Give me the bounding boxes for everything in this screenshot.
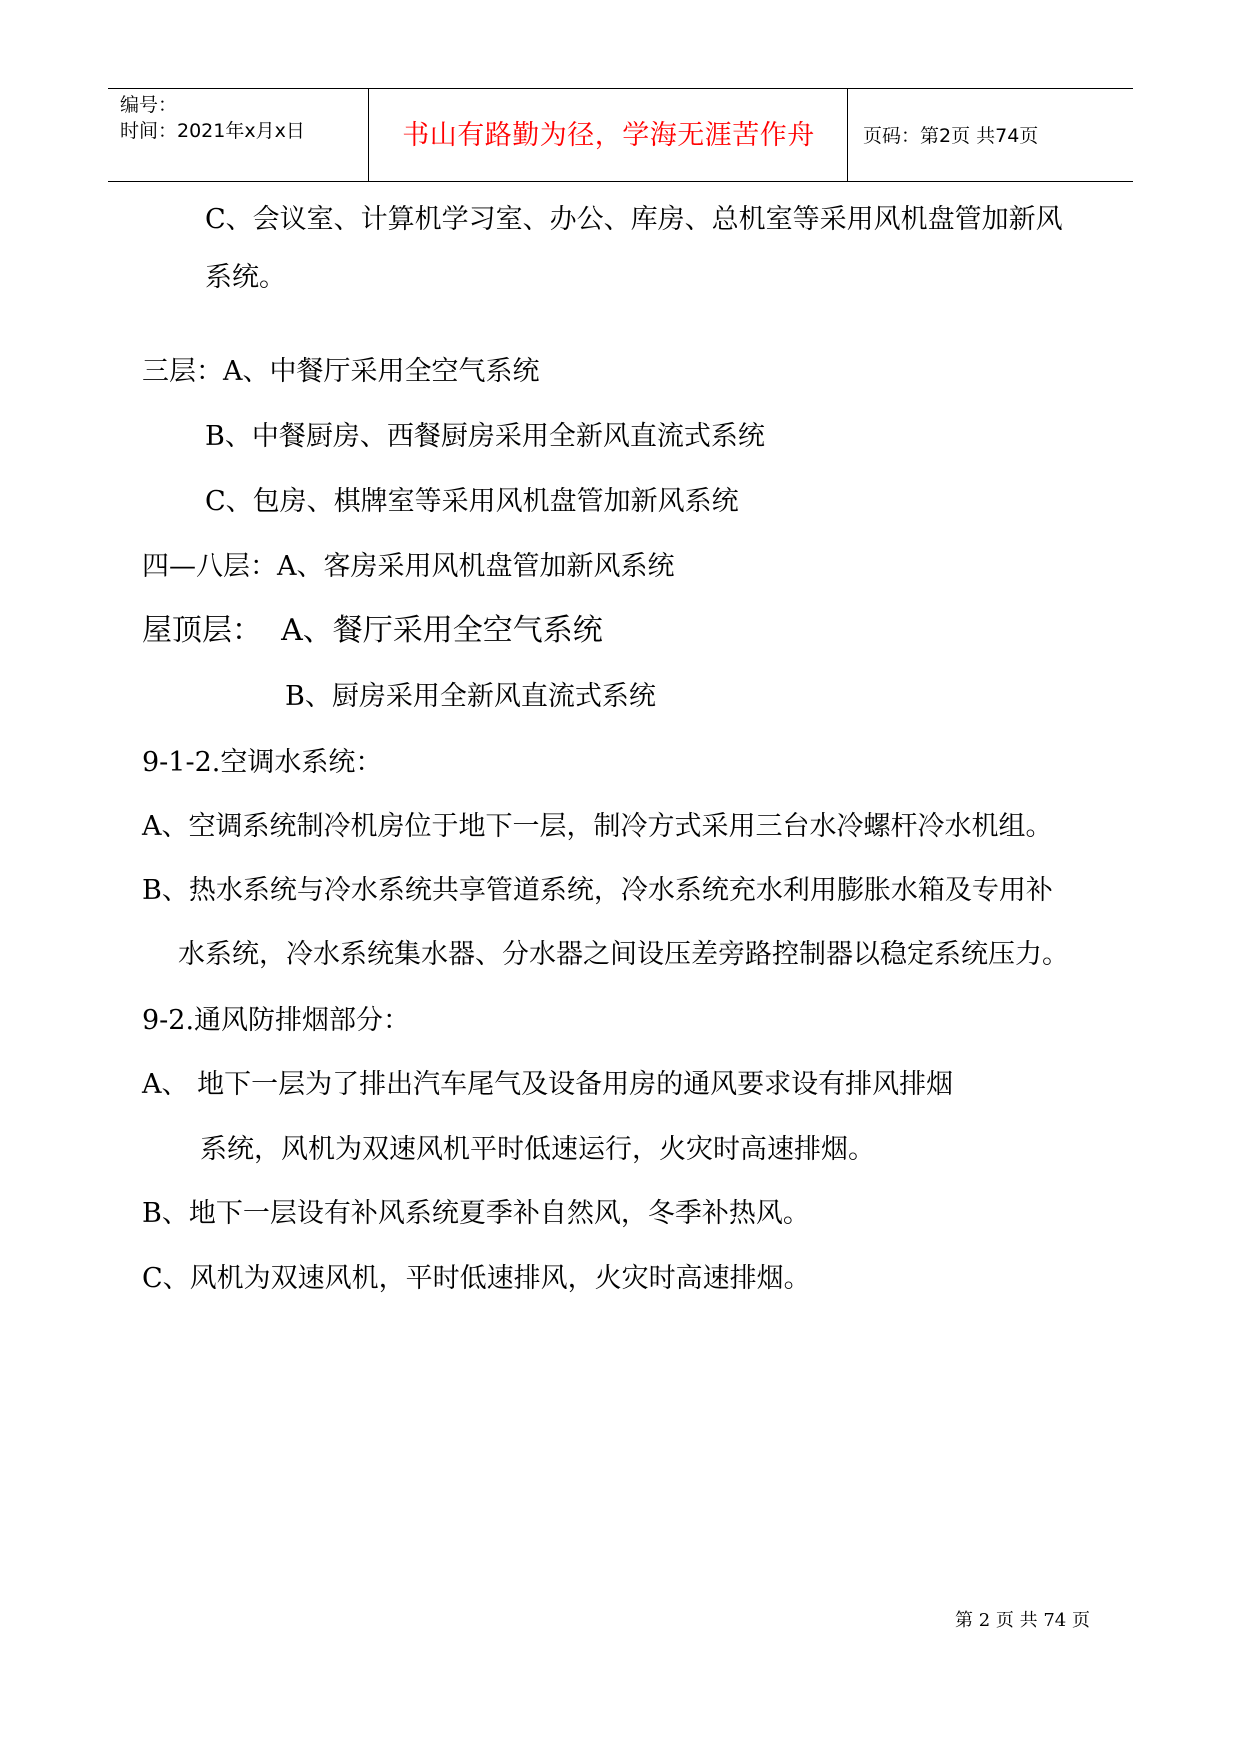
body-line-10: A、空调系统制冷机房位于地下一层，制冷方式采用三台水冷螺杆冷水机组。 [142,811,1053,842]
body-line-8: B、厨房采用全新风直流式系统 [285,681,656,712]
body-line-4: B、中餐厨房、西餐厨房采用全新风直流式系统 [205,421,765,452]
body-line-16: B、地下一层设有补风系统夏季补自然风，冬季补热风。 [142,1198,810,1229]
body-line-14: A、 地下一层为了排出汽车尾气及设备用房的通风要求设有排风排烟 [142,1069,954,1100]
body-line-2: 系统。 [205,262,286,293]
body-line-6: 四—八层：A、客房采用风机盘管加新风系统 [142,551,675,582]
header-motto: 书山有路勤为径，学海无涯苦作舟 [402,120,815,151]
header-motto-cell [370,89,848,181]
body-line-9: 9-1-2.空调水系统： [142,747,383,778]
header-page-cell [849,89,1133,181]
body-line-11: B、热水系统与冷水系统共享管道系统，冷水系统充水利用膨胀水箱及专用补 [142,875,1053,906]
body-line-13: 9-2.通风防排烟部分： [142,1005,411,1036]
body-line-7: 屋顶层： A、餐厅采用全空气系统 [142,613,603,648]
document-number-label: 编号： [120,94,178,116]
body-line-1: C、会议室、计算机学习室、办公、库房、总机室等采用风机盘管加新风 [205,204,1063,235]
header-page-number: 页码：第2页 共74页 [863,125,1039,147]
body-line-5: C、包房、棋牌室等采用风机盘管加新风系统 [205,486,739,517]
header-info-cell [108,89,369,181]
body-line-12: 水系统，冷水系统集水器、分水器之间设压差旁路控制器以稳定系统压力。 [178,939,1069,970]
document-time-label: 时间：2021年x月x日 [120,120,305,142]
body-line-3: 三层：A、中餐厅采用全空气系统 [142,356,540,387]
page-footer-number: 第 2 页 共 74 页 [955,1610,1090,1631]
body-line-15: 系统，风机为双速风机平时低速运行，火灾时高速排烟。 [200,1134,875,1165]
body-line-17: C、风机为双速风机，平时低速排风，火灾时高速排烟。 [142,1263,811,1294]
page-header [108,88,1133,182]
